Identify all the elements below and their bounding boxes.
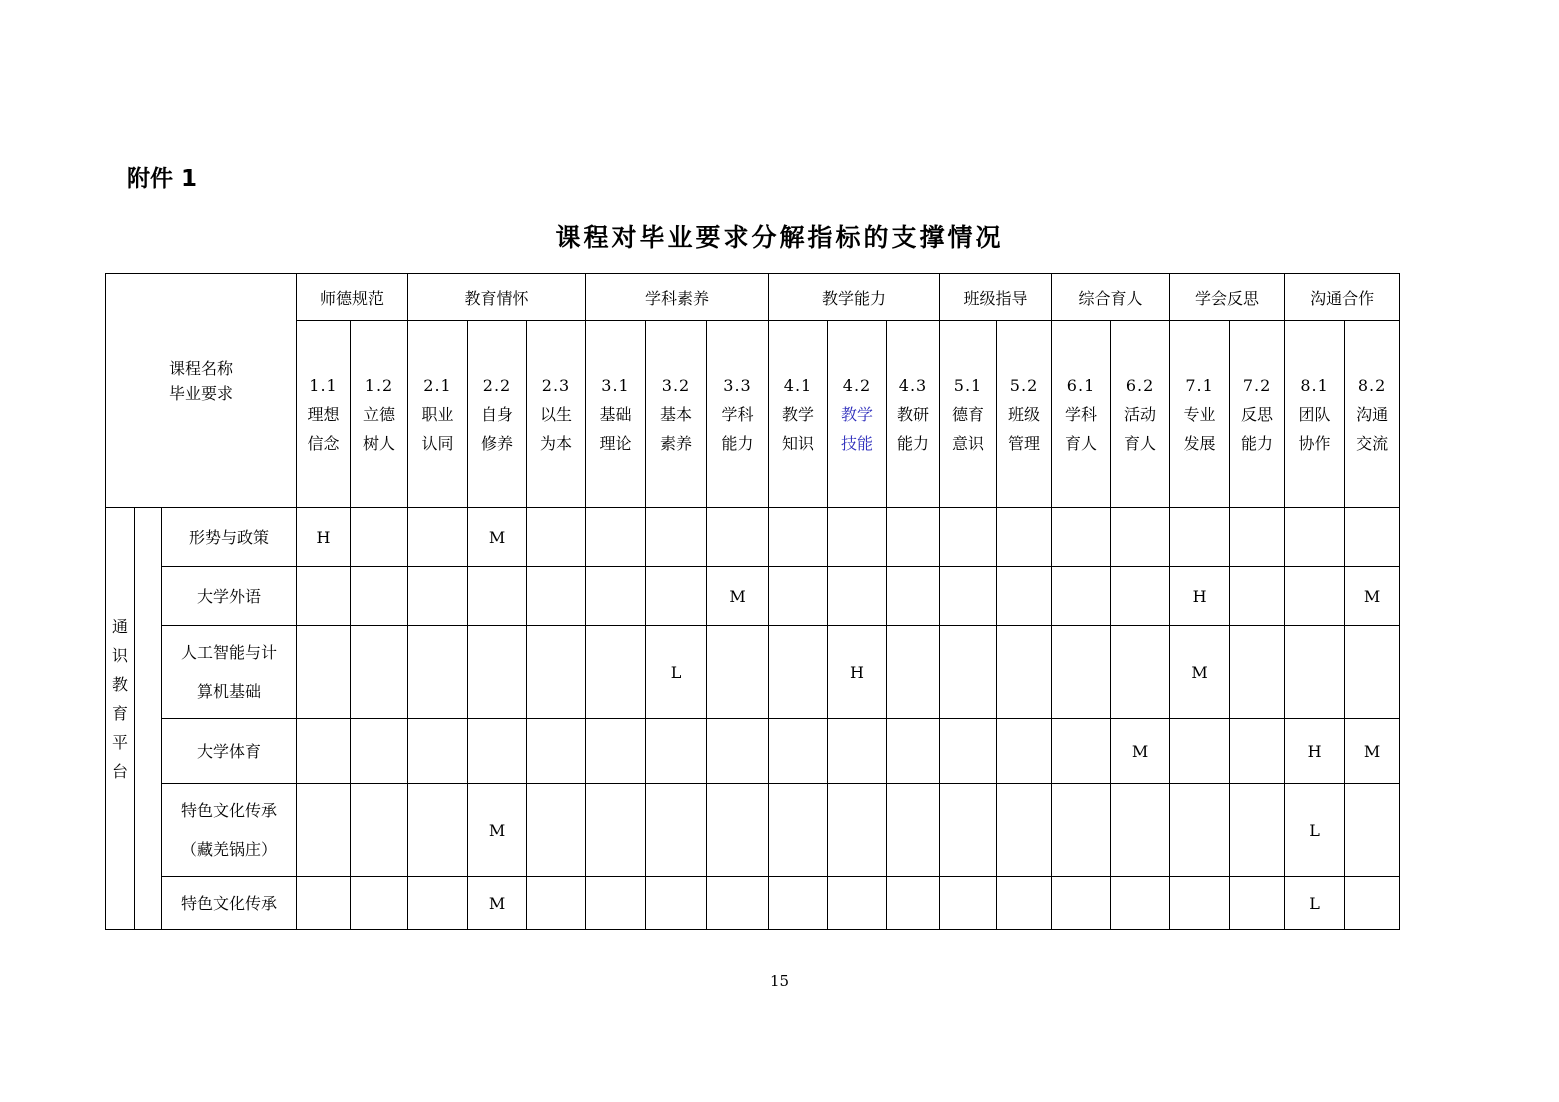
course-name-line: 特色文化传承: [180, 801, 277, 820]
indicator-label: 专业: [1183, 404, 1216, 424]
indicator-header: [1170, 321, 1230, 508]
support-mark-cell: [1170, 719, 1230, 784]
support-mark-cell: [887, 877, 940, 930]
indicator-header: [351, 321, 408, 508]
support-mark-cell: [1230, 784, 1285, 877]
indicator-label: 沟通: [1356, 404, 1389, 424]
course-name: [162, 784, 297, 877]
support-matrix-table: [105, 273, 1400, 930]
support-mark-cell: [1052, 626, 1111, 719]
course-name-line: 大学体育: [196, 741, 261, 761]
sub-platform-cell: [135, 508, 162, 930]
support-mark-cell: [1230, 626, 1285, 719]
course-name-line: （藏羌锅庄）: [180, 840, 277, 859]
platform-text: 通 识 教 育 平 台: [111, 616, 128, 781]
support-mark-cell: [527, 877, 586, 930]
group-header: 综合育人: [1052, 274, 1170, 321]
support-mark-cell: [586, 784, 646, 877]
support-mark-cell: [769, 508, 828, 567]
attachment-label: 附件 1: [127, 166, 198, 192]
support-mark-cell: [527, 784, 586, 877]
course-name: [162, 719, 297, 784]
indicator-label: 以生: [540, 404, 573, 424]
support-mark-cell: [297, 719, 351, 784]
support-mark-cell: [1230, 567, 1285, 626]
indicator-label: 职业: [421, 404, 454, 424]
group-header: 班级指导: [940, 274, 1052, 321]
support-mark-cell: [769, 567, 828, 626]
support-mark-cell: [940, 567, 997, 626]
support-mark-cell: [1345, 784, 1400, 877]
indicator-label: 自身: [481, 404, 514, 424]
support-mark-cell: H: [1285, 719, 1345, 784]
page-number: 15: [769, 972, 790, 990]
indicator-header: [297, 321, 351, 508]
indicator-number: 8.1: [1300, 375, 1329, 395]
indicator-header: [887, 321, 940, 508]
support-mark-cell: M: [1111, 719, 1170, 784]
support-mark-cell: [997, 784, 1052, 877]
group-header: 学会反思: [1170, 274, 1285, 321]
support-mark-cell: [1170, 784, 1230, 877]
indicator-label: 协作: [1298, 433, 1331, 453]
indicator-number: 3.3: [723, 375, 752, 395]
indicator-label: 育人: [1065, 433, 1098, 453]
indicator-label: 理论: [599, 433, 632, 453]
support-mark-cell: M: [1345, 567, 1400, 626]
support-mark-cell: [1111, 784, 1170, 877]
indicator-label: 意识: [952, 433, 985, 453]
group-header-row: [106, 274, 1400, 321]
indicator-header: [1052, 321, 1111, 508]
table-row: [106, 877, 1400, 930]
support-mark-cell: [769, 719, 828, 784]
indicator-header: [1111, 321, 1170, 508]
support-mark-cell: [997, 508, 1052, 567]
support-mark-cell: H: [1170, 567, 1230, 626]
support-mark-cell: [1285, 626, 1345, 719]
support-mark-cell: [1111, 508, 1170, 567]
indicator-number: 6.1: [1066, 375, 1096, 395]
support-mark-cell: [297, 877, 351, 930]
support-mark-cell: [1052, 784, 1111, 877]
support-mark-cell: [828, 784, 887, 877]
support-mark-cell: [408, 567, 468, 626]
indicator-label: 基础: [599, 404, 632, 424]
indicator-number: 4.1: [783, 375, 813, 395]
indicator-number: 7.1: [1185, 375, 1214, 395]
indicator-label: 管理: [1008, 433, 1041, 453]
course-name: [162, 877, 297, 930]
support-mark-cell: [646, 784, 707, 877]
support-mark-cell: L: [1285, 784, 1345, 877]
course-name: [162, 626, 297, 719]
support-mark-cell: [1052, 567, 1111, 626]
support-mark-cell: [828, 877, 887, 930]
support-mark-cell: [828, 719, 887, 784]
support-mark-cell: [351, 719, 408, 784]
support-mark-cell: [1111, 626, 1170, 719]
support-mark-cell: [408, 784, 468, 877]
course-name-line: 算机基础: [196, 682, 261, 701]
support-mark-cell: [940, 508, 997, 567]
support-mark-cell: [940, 626, 997, 719]
indicator-label: 认同: [421, 433, 454, 453]
support-mark-cell: [828, 567, 887, 626]
group-header: 学科素养: [586, 274, 769, 321]
support-mark-cell: [351, 508, 408, 567]
support-mark-cell: [828, 508, 887, 567]
indicator-label: 育人: [1124, 433, 1157, 453]
indicator-label: 理想: [307, 404, 340, 424]
group-header: 教学能力: [769, 274, 940, 321]
support-mark-cell: [297, 567, 351, 626]
support-mark-cell: [1230, 877, 1285, 930]
indicator-number: 3.2: [661, 375, 691, 395]
indicator-header: [468, 321, 527, 508]
support-mark-cell: [769, 784, 828, 877]
support-mark-cell: [1345, 877, 1400, 930]
support-mark-cell: [707, 877, 769, 930]
support-mark-cell: [1052, 719, 1111, 784]
support-mark-cell: [646, 877, 707, 930]
support-mark-cell: H: [828, 626, 887, 719]
support-mark-cell: [940, 784, 997, 877]
support-mark-cell: [707, 508, 769, 567]
support-mark-cell: [1345, 626, 1400, 719]
group-header: 师德规范: [297, 274, 408, 321]
support-mark-cell: [1111, 877, 1170, 930]
support-mark-cell: L: [646, 626, 707, 719]
support-mark-cell: [586, 877, 646, 930]
indicator-label: 知识: [782, 433, 815, 453]
support-mark-cell: [527, 719, 586, 784]
support-mark-cell: M: [468, 508, 527, 567]
course-name-line: 形势与政策: [188, 527, 269, 547]
table-row: [106, 508, 1400, 567]
indicator-header: [527, 321, 586, 508]
support-mark-cell: [351, 626, 408, 719]
support-mark-cell: [997, 877, 1052, 930]
table-row: [106, 626, 1400, 719]
support-mark-cell: [408, 877, 468, 930]
indicator-label: 教学: [782, 404, 815, 424]
indicator-number: 2.2: [482, 375, 512, 395]
support-mark-cell: [1170, 877, 1230, 930]
group-header: 教育情怀: [408, 274, 586, 321]
support-mark-cell: [707, 784, 769, 877]
indicator-number: 1.2: [364, 375, 394, 395]
support-mark-cell: [1052, 508, 1111, 567]
support-mark-cell: [1111, 567, 1170, 626]
indicator-label: 信念: [307, 433, 340, 453]
indicator-header: [408, 321, 468, 508]
indicator-header: [646, 321, 707, 508]
support-mark-cell: [997, 567, 1052, 626]
support-mark-cell: [351, 784, 408, 877]
platform-label: [106, 508, 135, 930]
indicator-label: 能力: [721, 433, 754, 453]
indicator-number: 5.2: [1009, 375, 1039, 395]
indicator-label: 活动: [1124, 404, 1157, 424]
table-row: [106, 784, 1400, 877]
support-mark-cell: [646, 719, 707, 784]
support-mark-cell: [297, 784, 351, 877]
support-mark-cell: [887, 784, 940, 877]
indicator-number: 7.2: [1242, 375, 1272, 395]
indicator-label: 素养: [660, 433, 693, 453]
support-mark-cell: [1170, 508, 1230, 567]
support-mark-cell: [1285, 567, 1345, 626]
support-mark-cell: [769, 626, 828, 719]
support-mark-cell: [1052, 877, 1111, 930]
indicator-number: 8.2: [1357, 375, 1387, 395]
corner-course-name: 课程名称: [168, 358, 233, 378]
indicator-header: [769, 321, 828, 508]
indicator-header: [1230, 321, 1285, 508]
support-mark-cell: M: [468, 877, 527, 930]
support-mark-cell: M: [468, 784, 527, 877]
indicator-label: 技能: [841, 433, 874, 453]
support-mark-cell: [1345, 508, 1400, 567]
support-mark-cell: [887, 626, 940, 719]
indicator-number: 5.1: [953, 375, 983, 395]
indicator-label: 基本: [660, 404, 693, 424]
table-row: [106, 567, 1400, 626]
indicator-label: 交流: [1356, 433, 1389, 453]
support-mark-cell: [586, 508, 646, 567]
indicator-label: 修养: [481, 433, 514, 453]
indicator-label: 为本: [540, 433, 573, 453]
support-mark-cell: [408, 719, 468, 784]
indicator-label: 德育: [952, 404, 985, 424]
indicator-label: 树人: [363, 433, 396, 453]
support-mark-cell: [707, 626, 769, 719]
indicator-label: 发展: [1183, 433, 1216, 453]
support-mark-cell: [997, 719, 1052, 784]
indicator-header-row: [106, 321, 1400, 508]
indicator-label: 团队: [1298, 404, 1331, 424]
support-mark-cell: [940, 719, 997, 784]
support-mark-cell: [887, 567, 940, 626]
support-mark-cell: [586, 567, 646, 626]
indicator-number: 3.1: [601, 375, 630, 395]
indicator-header: [997, 321, 1052, 508]
indicator-label: 能力: [1241, 433, 1274, 453]
indicator-label: 班级: [1008, 404, 1041, 424]
support-mark-cell: [468, 719, 527, 784]
indicator-header: [828, 321, 887, 508]
support-mark-cell: [586, 719, 646, 784]
support-mark-cell: M: [707, 567, 769, 626]
indicator-number: 2.1: [423, 375, 452, 395]
document-title: 课程对毕业要求分解指标的支撑情况: [555, 223, 1004, 252]
indicator-number: 6.2: [1125, 375, 1155, 395]
corner-graduation-req: 毕业要求: [168, 383, 233, 403]
indicator-label: 立德: [363, 404, 396, 424]
support-mark-cell: [887, 508, 940, 567]
support-mark-cell: [887, 719, 940, 784]
indicator-header: [1285, 321, 1345, 508]
support-mark-cell: [408, 626, 468, 719]
group-header: 沟通合作: [1285, 274, 1400, 321]
indicator-number: 2.3: [541, 375, 571, 395]
support-mark-cell: L: [1285, 877, 1345, 930]
indicator-label: 学科: [1065, 404, 1098, 424]
support-mark-cell: M: [1170, 626, 1230, 719]
support-mark-cell: [646, 567, 707, 626]
indicator-number: 4.3: [898, 375, 928, 395]
support-mark-cell: [351, 567, 408, 626]
indicator-number: 1.1: [309, 375, 338, 395]
support-mark-cell: [527, 508, 586, 567]
indicator-label: 反思: [1241, 404, 1274, 424]
course-name-line: 特色文化传承: [180, 893, 277, 913]
course-name-line: 人工智能与计: [180, 643, 277, 662]
support-mark-cell: [769, 877, 828, 930]
support-mark-cell: [997, 626, 1052, 719]
support-mark-cell: [468, 626, 527, 719]
support-mark-cell: [940, 877, 997, 930]
support-mark-cell: [527, 626, 586, 719]
support-mark-cell: [586, 626, 646, 719]
indicator-header: [707, 321, 769, 508]
course-name-line: 大学外语: [196, 586, 261, 606]
support-mark-cell: M: [1345, 719, 1400, 784]
support-mark-cell: [1230, 719, 1285, 784]
support-mark-cell: [1285, 508, 1345, 567]
support-mark-cell: [408, 508, 468, 567]
support-mark-cell: [351, 877, 408, 930]
indicator-label: 教研: [897, 404, 930, 424]
support-mark-cell: [527, 567, 586, 626]
indicator-label: 学科: [721, 404, 754, 424]
support-mark-cell: [646, 508, 707, 567]
table-row: [106, 719, 1400, 784]
support-mark-cell: [1230, 508, 1285, 567]
support-mark-cell: [297, 626, 351, 719]
course-name: [162, 567, 297, 626]
corner-header: [106, 274, 297, 508]
indicator-header: [940, 321, 997, 508]
indicator-label: 教学: [841, 404, 874, 424]
indicator-label: 能力: [897, 433, 930, 453]
support-mark-cell: [707, 719, 769, 784]
indicator-header: [1345, 321, 1400, 508]
indicator-header: [586, 321, 646, 508]
support-mark-cell: H: [297, 508, 351, 567]
support-mark-cell: [468, 567, 527, 626]
course-name: [162, 508, 297, 567]
indicator-number: 4.2: [842, 375, 872, 395]
